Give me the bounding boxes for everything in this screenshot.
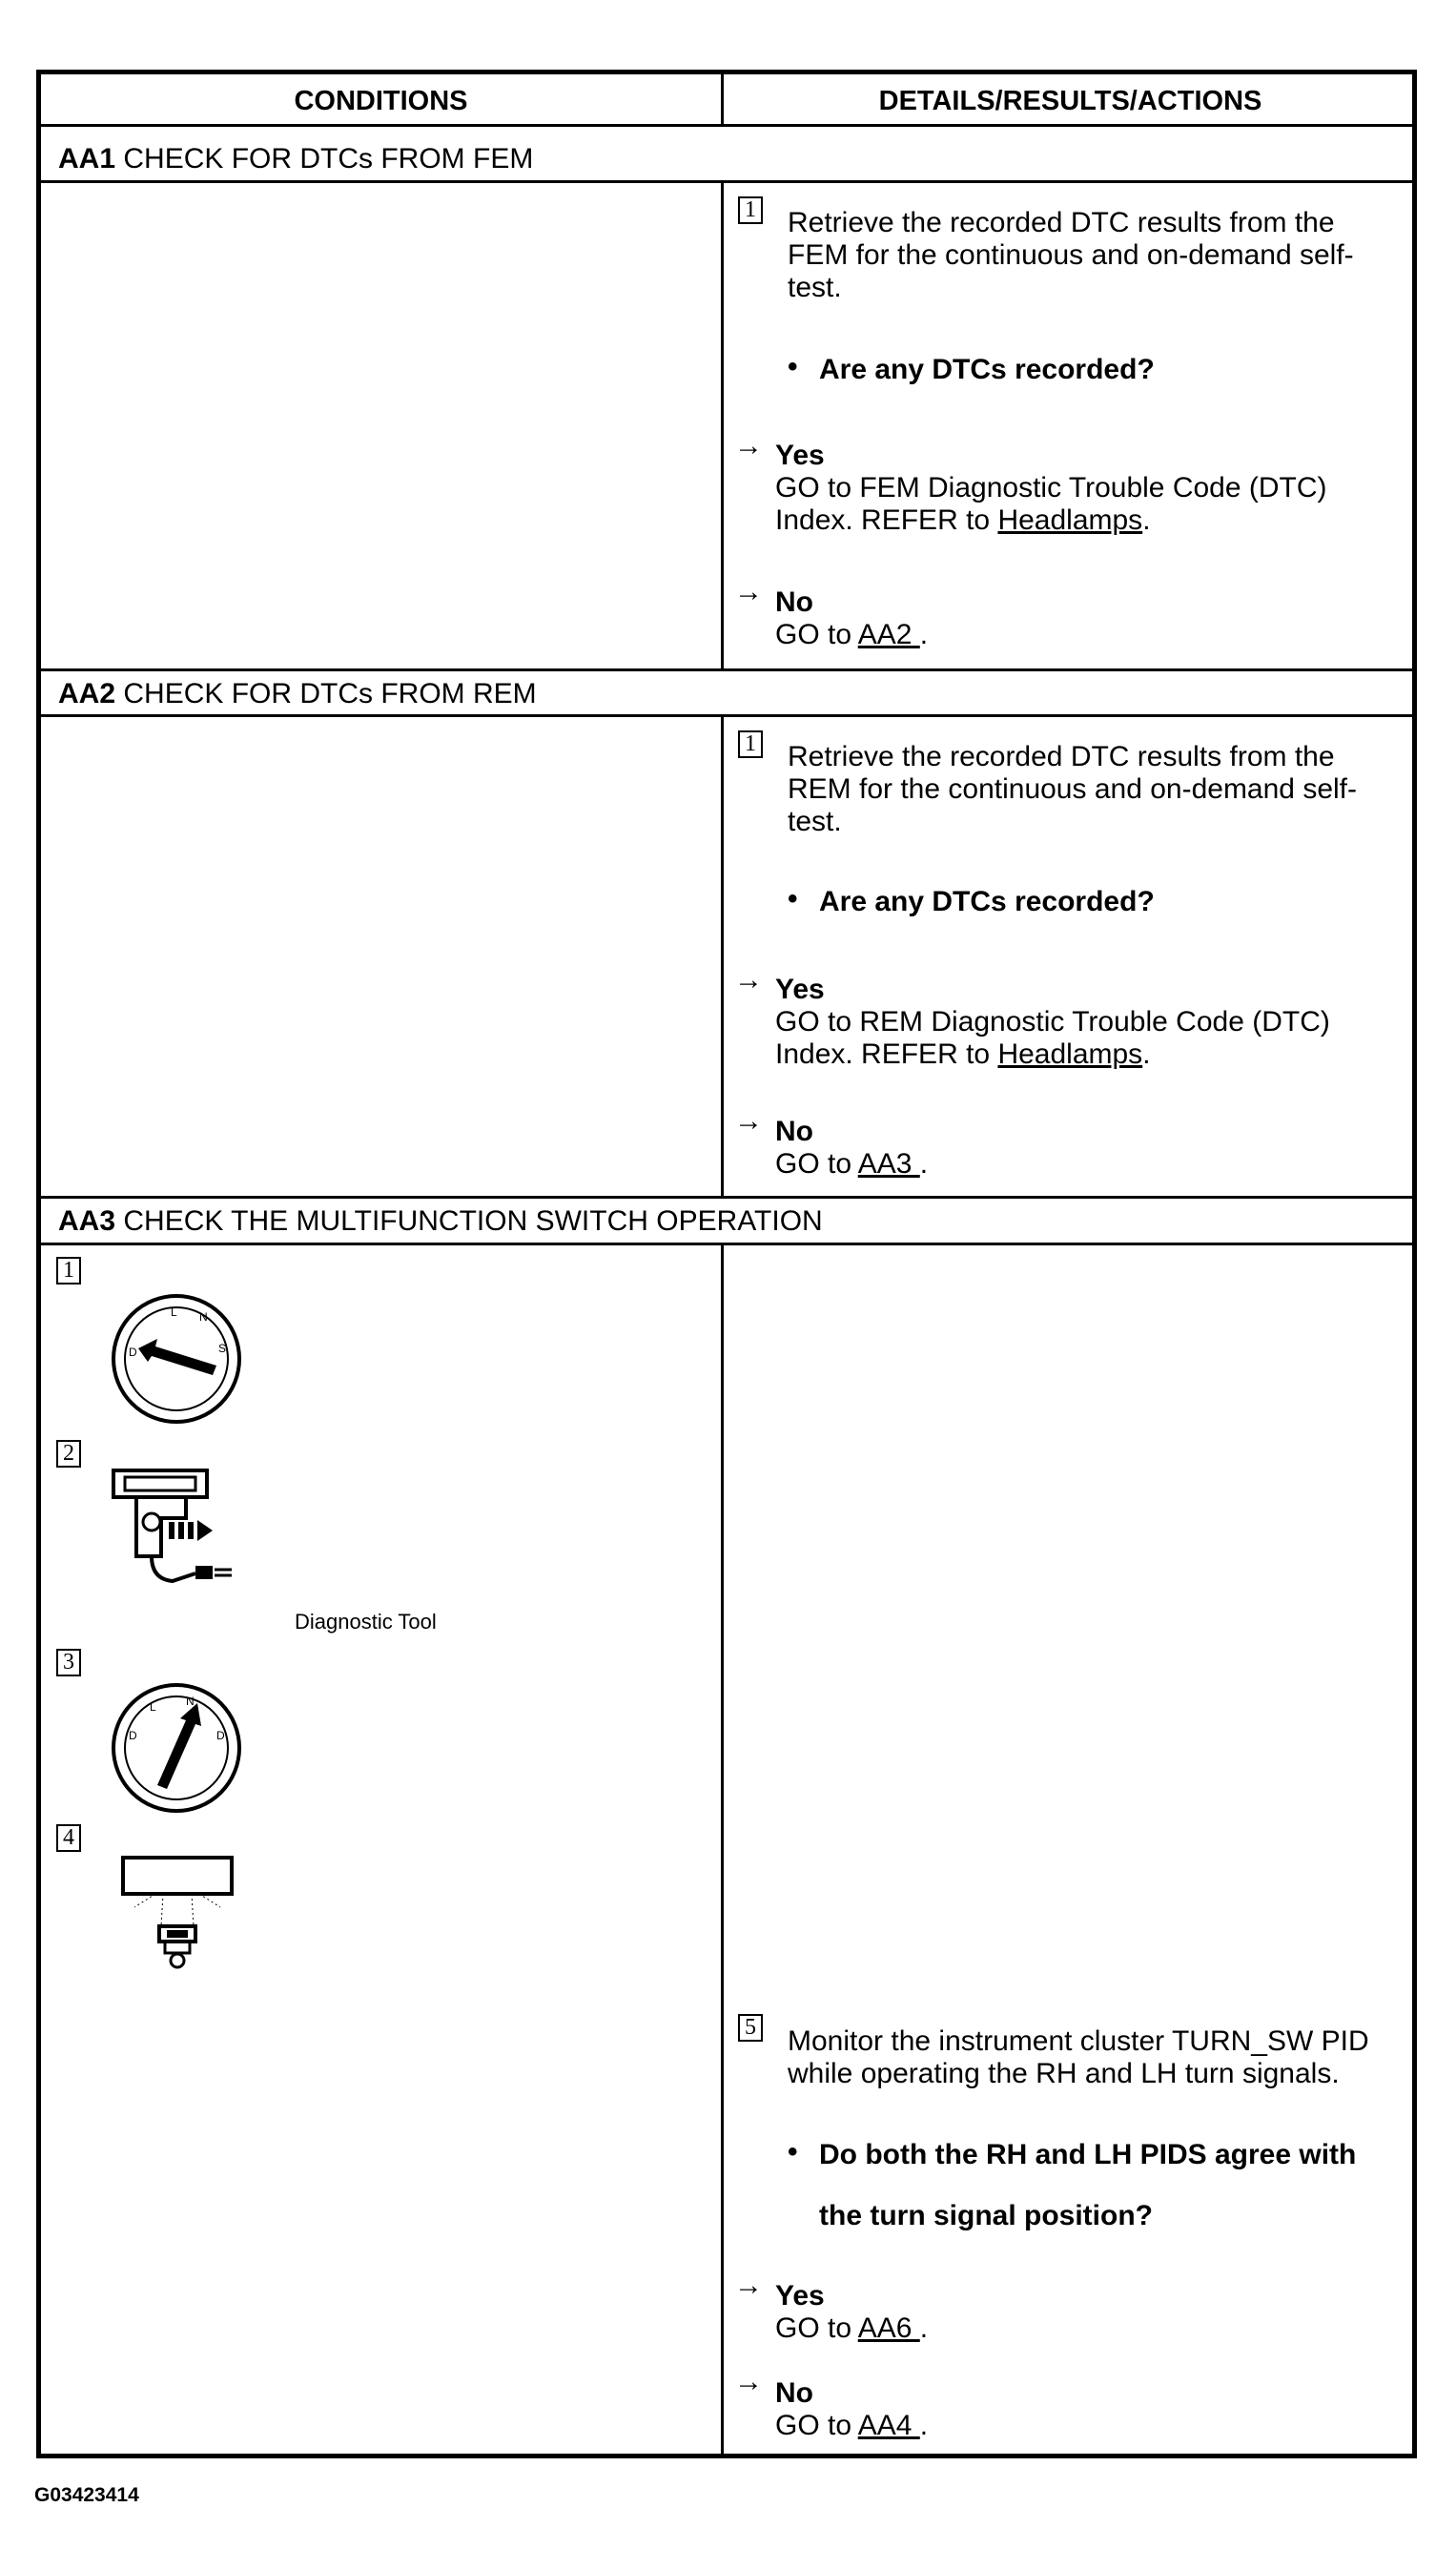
column-header-conditions: CONDITIONS (294, 86, 468, 116)
yes-label: Yes (775, 974, 825, 1005)
section-aa3-title: AA3 CHECK THE MULTIFUNCTION SWITCH OPERATION (58, 1205, 823, 1237)
step-number-box: 5 (738, 2014, 763, 2042)
aa3-link[interactable]: AA3 (857, 1148, 920, 1180)
no-label: No (775, 586, 813, 618)
ignition-switch-off-icon (110, 1291, 243, 1427)
column-divider (721, 180, 724, 668)
step-instruction: REM for the continuous and on-demand self- (788, 773, 1357, 805)
step-number-box: 1 (56, 1257, 81, 1284)
step-number-box: 3 (56, 1649, 81, 1676)
no-action: GO to AA2 . (775, 619, 929, 650)
svg-text:N: N (199, 1310, 208, 1324)
step-instruction: test. (788, 806, 842, 837)
arrow-right-icon: → (734, 430, 763, 462)
instrument-cluster-icon (117, 1854, 241, 1978)
arrow-right-icon: → (734, 576, 763, 607)
yes-label: Yes (775, 2280, 825, 2312)
step-instruction: Retrieve the recorded DTC results from the (788, 741, 1335, 772)
step-number-box: 4 (56, 1824, 81, 1852)
svg-text:D: D (129, 1729, 137, 1742)
yes-action: Index. REFER to Headlamps. (775, 504, 1151, 536)
column-divider (721, 74, 724, 124)
no-action: GO to AA4 . (775, 2410, 929, 2441)
divider (41, 1196, 1412, 1199)
diagnostic-tool-icon (110, 1465, 281, 1598)
headlamps-link[interactable]: Headlamps (997, 504, 1143, 536)
divider (41, 124, 1412, 127)
svg-text:S: S (218, 1342, 227, 1355)
column-divider (721, 714, 724, 1196)
arrow-right-icon: → (734, 964, 763, 996)
arrow-right-icon: → (734, 1105, 763, 1137)
ignition-switch-on-icon (110, 1680, 243, 1816)
no-label: No (775, 1116, 813, 1147)
svg-text:L: L (150, 1700, 156, 1714)
yes-action: Index. REFER to Headlamps. (775, 1038, 1151, 1070)
question-text: Are any DTCs recorded? (819, 886, 1155, 917)
yes-label: Yes (775, 440, 825, 471)
question-text: the turn signal position? (819, 2200, 1153, 2231)
yes-action: GO to REM Diagnostic Trouble Code (DTC) (775, 1006, 1330, 1038)
arrow-right-icon: → (734, 2366, 763, 2397)
diagnostic-table (36, 70, 1417, 2458)
bullet-dot: • (788, 2136, 798, 2168)
no-label: No (775, 2377, 813, 2409)
aa6-link[interactable]: AA6 (857, 2312, 920, 2344)
divider (41, 668, 1412, 671)
step-instruction: Monitor the instrument cluster TURN_SW PID (788, 2025, 1369, 2057)
aa4-link[interactable]: AA4 (857, 2410, 920, 2441)
yes-action: GO to FEM Diagnostic Trouble Code (DTC) (775, 472, 1327, 504)
divider (41, 714, 1412, 717)
step-number-box: 1 (738, 730, 763, 758)
headlamps-link[interactable]: Headlamps (997, 1038, 1143, 1070)
column-divider (721, 1243, 724, 2458)
divider (41, 1243, 1412, 1245)
divider (41, 180, 1412, 183)
step-number-box: 2 (56, 1440, 81, 1468)
aa2-link[interactable]: AA2 (857, 619, 920, 650)
step-instruction: test. (788, 272, 842, 303)
section-aa2-title: AA2 CHECK FOR DTCs FROM REM (58, 678, 537, 709)
question-text: Are any DTCs recorded? (819, 354, 1155, 385)
bullet-dot: • (788, 883, 798, 915)
step-instruction: Retrieve the recorded DTC results from the (788, 207, 1335, 238)
svg-text:D: D (129, 1346, 137, 1359)
svg-text:D: D (216, 1729, 225, 1742)
question-text: Do both the RH and LH PIDS agree with (819, 2139, 1357, 2170)
step-number-box: 1 (738, 196, 763, 224)
column-header-details: DETAILS/RESULTS/ACTIONS (878, 86, 1262, 116)
arrow-right-icon: → (734, 2270, 763, 2301)
section-aa1-title: AA1 CHECK FOR DTCs FROM FEM (58, 143, 534, 175)
diagnostic-tool-caption: Diagnostic Tool (295, 1610, 437, 1634)
bullet-dot: • (788, 351, 798, 382)
figure-id: G03423414 (34, 2484, 139, 2506)
svg-text:N: N (186, 1695, 195, 1708)
no-action: GO to AA3 . (775, 1148, 929, 1180)
step-instruction: while operating the RH and LH turn signals. (788, 2058, 1340, 2089)
svg-text:L: L (171, 1305, 177, 1319)
yes-action: GO to AA6 . (775, 2312, 929, 2344)
step-instruction: FEM for the continuous and on-demand self- (788, 239, 1354, 271)
